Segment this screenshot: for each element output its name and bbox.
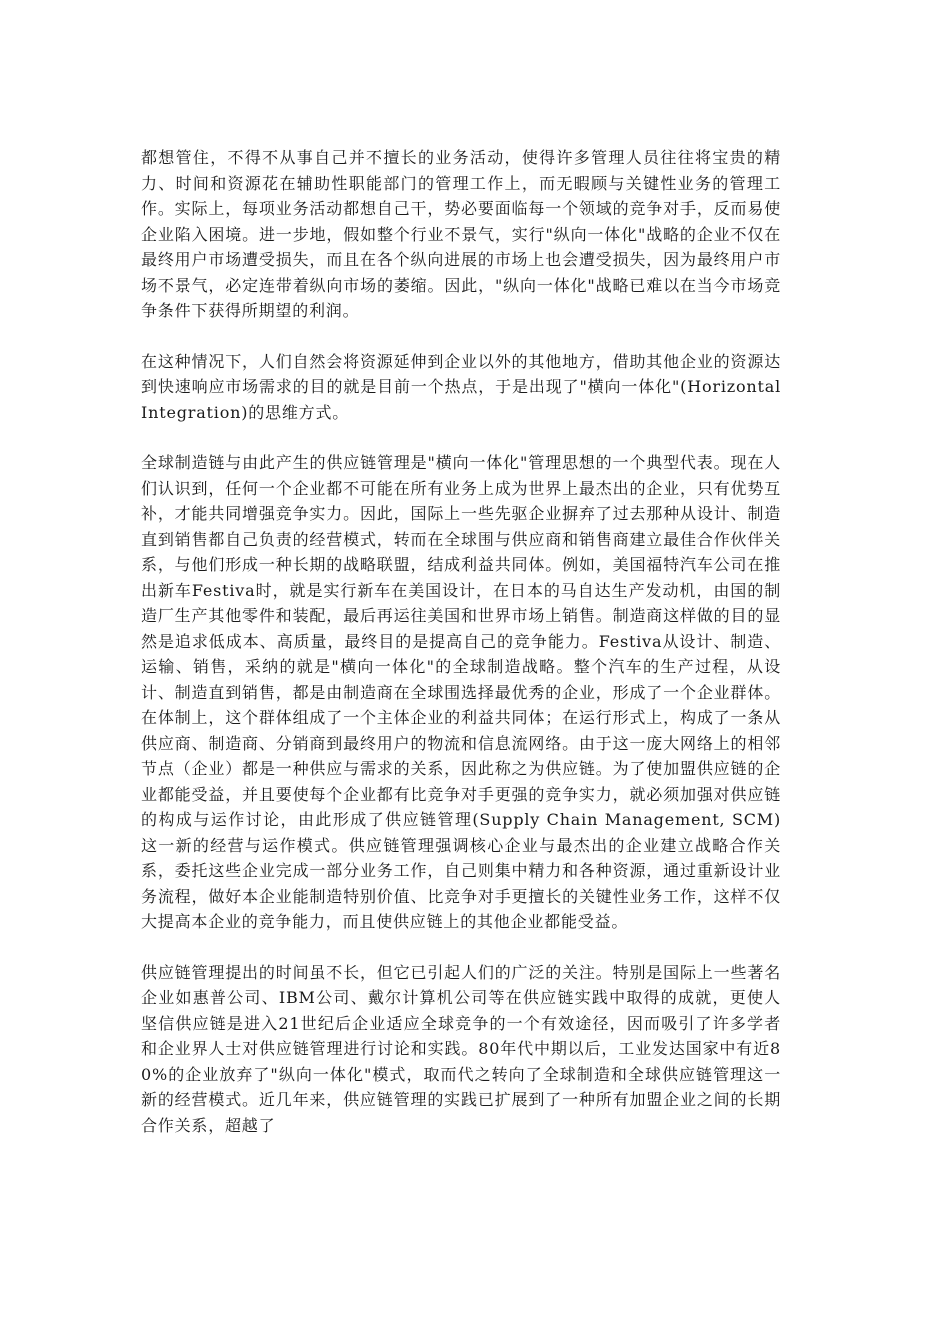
document-body [141,145,781,1163]
paragraph-4: 供应链管理提出的时间虽不长，但它已引起人们的广泛的关注。特别是国际上一些著名企业如惠普公司、IBM公司、戴尔计算机公司等在供应链实践中取得的成就，更使人坚信供应链是进入21世纪后企业适应全球竞争的一个有效途径，因而吸引了许多学者和企业界人士对供应链管理进行讨论和实践。80年代中期以后，工业发达国家中有近80%的企业放弃了"纵向一体化"模式，取而代之转向了全球制造和全球供应链管理这一新的经营模式。近几年来，供应链管理的实践已扩展到了一种所有加盟企业之间的长期合作关系，超越了 [141,962,781,1135]
paragraph-2: 在这种情况下，人们自然会将资源延伸到企业以外的其他地方，借助其他企业的资源达到快速响应市场需求的目的就是目前一个热点，于是出现了"横向一体化"(Horizontal Integration)的思维方式。 [141,351,781,422]
paragraph-1: 都想管住，不得不从事自己并不擅长的业务活动，使得许多管理人员往往将宝贵的精力、时间和资源花在辅助性职能部门的管理工作上，而无暇顾与关键性业务的管理工作。实际上，每项业务活动都想自己干，势必要面临每一个领域的竞争对手，反而易使企业陷入困境。进一步地，假如整个行业不景气，实行"纵向一体化"战略的企业不仅在最终用户市场遭受损失，而且在各个纵向进展的市场上也会遭受损失，因为最终用户市场不景气，必定连带着纵向市场的萎缩。因此，"纵向一体化"战略已难以在当今市场竞争条件下获得所期望的利润。 [141,148,781,320]
paragraph-3: 全球制造链与由此产生的供应链管理是"横向一体化"管理思想的一个典型代表。现在人们认识到，任何一个企业都不可能在所有业务上成为世界上最杰出的企业，只有优势互补，才能共同增强竞争实力。因此，国际上一些先驱企业摒弃了过去那种从设计、制造直到销售都自己负责的经营模式，转而在全球围与供应商和销售商建立最佳合作伙伴关系，与他们形成一种长期的战略联盟，结成利益共同体。例如，美国福特汽车公司在推出新车Festiva时，就是实行新车在美国设计，在日本的马自达生产发动机，由国的制造厂生产其他零件和装配，最后再运往美国和世界市场上销售。制造商这样做的目的显然是追求低成本、高质量，最终目的是提高自己的竞争能力。Festiva从设计、制造、运输、销售，采纳的就是"横向一体化"的全球制造战略。整个汽车的生产过程，从设计、制造直到销售，都是由制造商在全球围选择最优秀的企业，形成了一个企业群体。在体制上，这个群体组成了一个主体企业的利益共同体；在运行形式上，构成了一条从供应商、制造商、分销商到最终用户的物流和信息流网络。由于这一庞大网络上的相邻节点（企业）都是一种供应与需求的关系，因此称之为供应链。为了使加盟供应链的企业都能受益，并且要使每个企业都有比竞争对手更强的竞争实力，就必须加强对供应链的构成与运作讨论，由此形成了供应链管理(Supply Chain Management, SCM)这一新的经营与运作模式。供应链管理强调核心企业与最杰出的企业建立战略合作关系，委托这些企业完成一部分业务工作，自己则集中精力和各种资源，通过重新设计业务流程，做好本企业能制造特别价值、比竞争对手更擅长的关键性业务工作，这样不仅大提高本企业的竞争能力，而且使供应链上的其他企业都能受益。 [141,453,781,931]
